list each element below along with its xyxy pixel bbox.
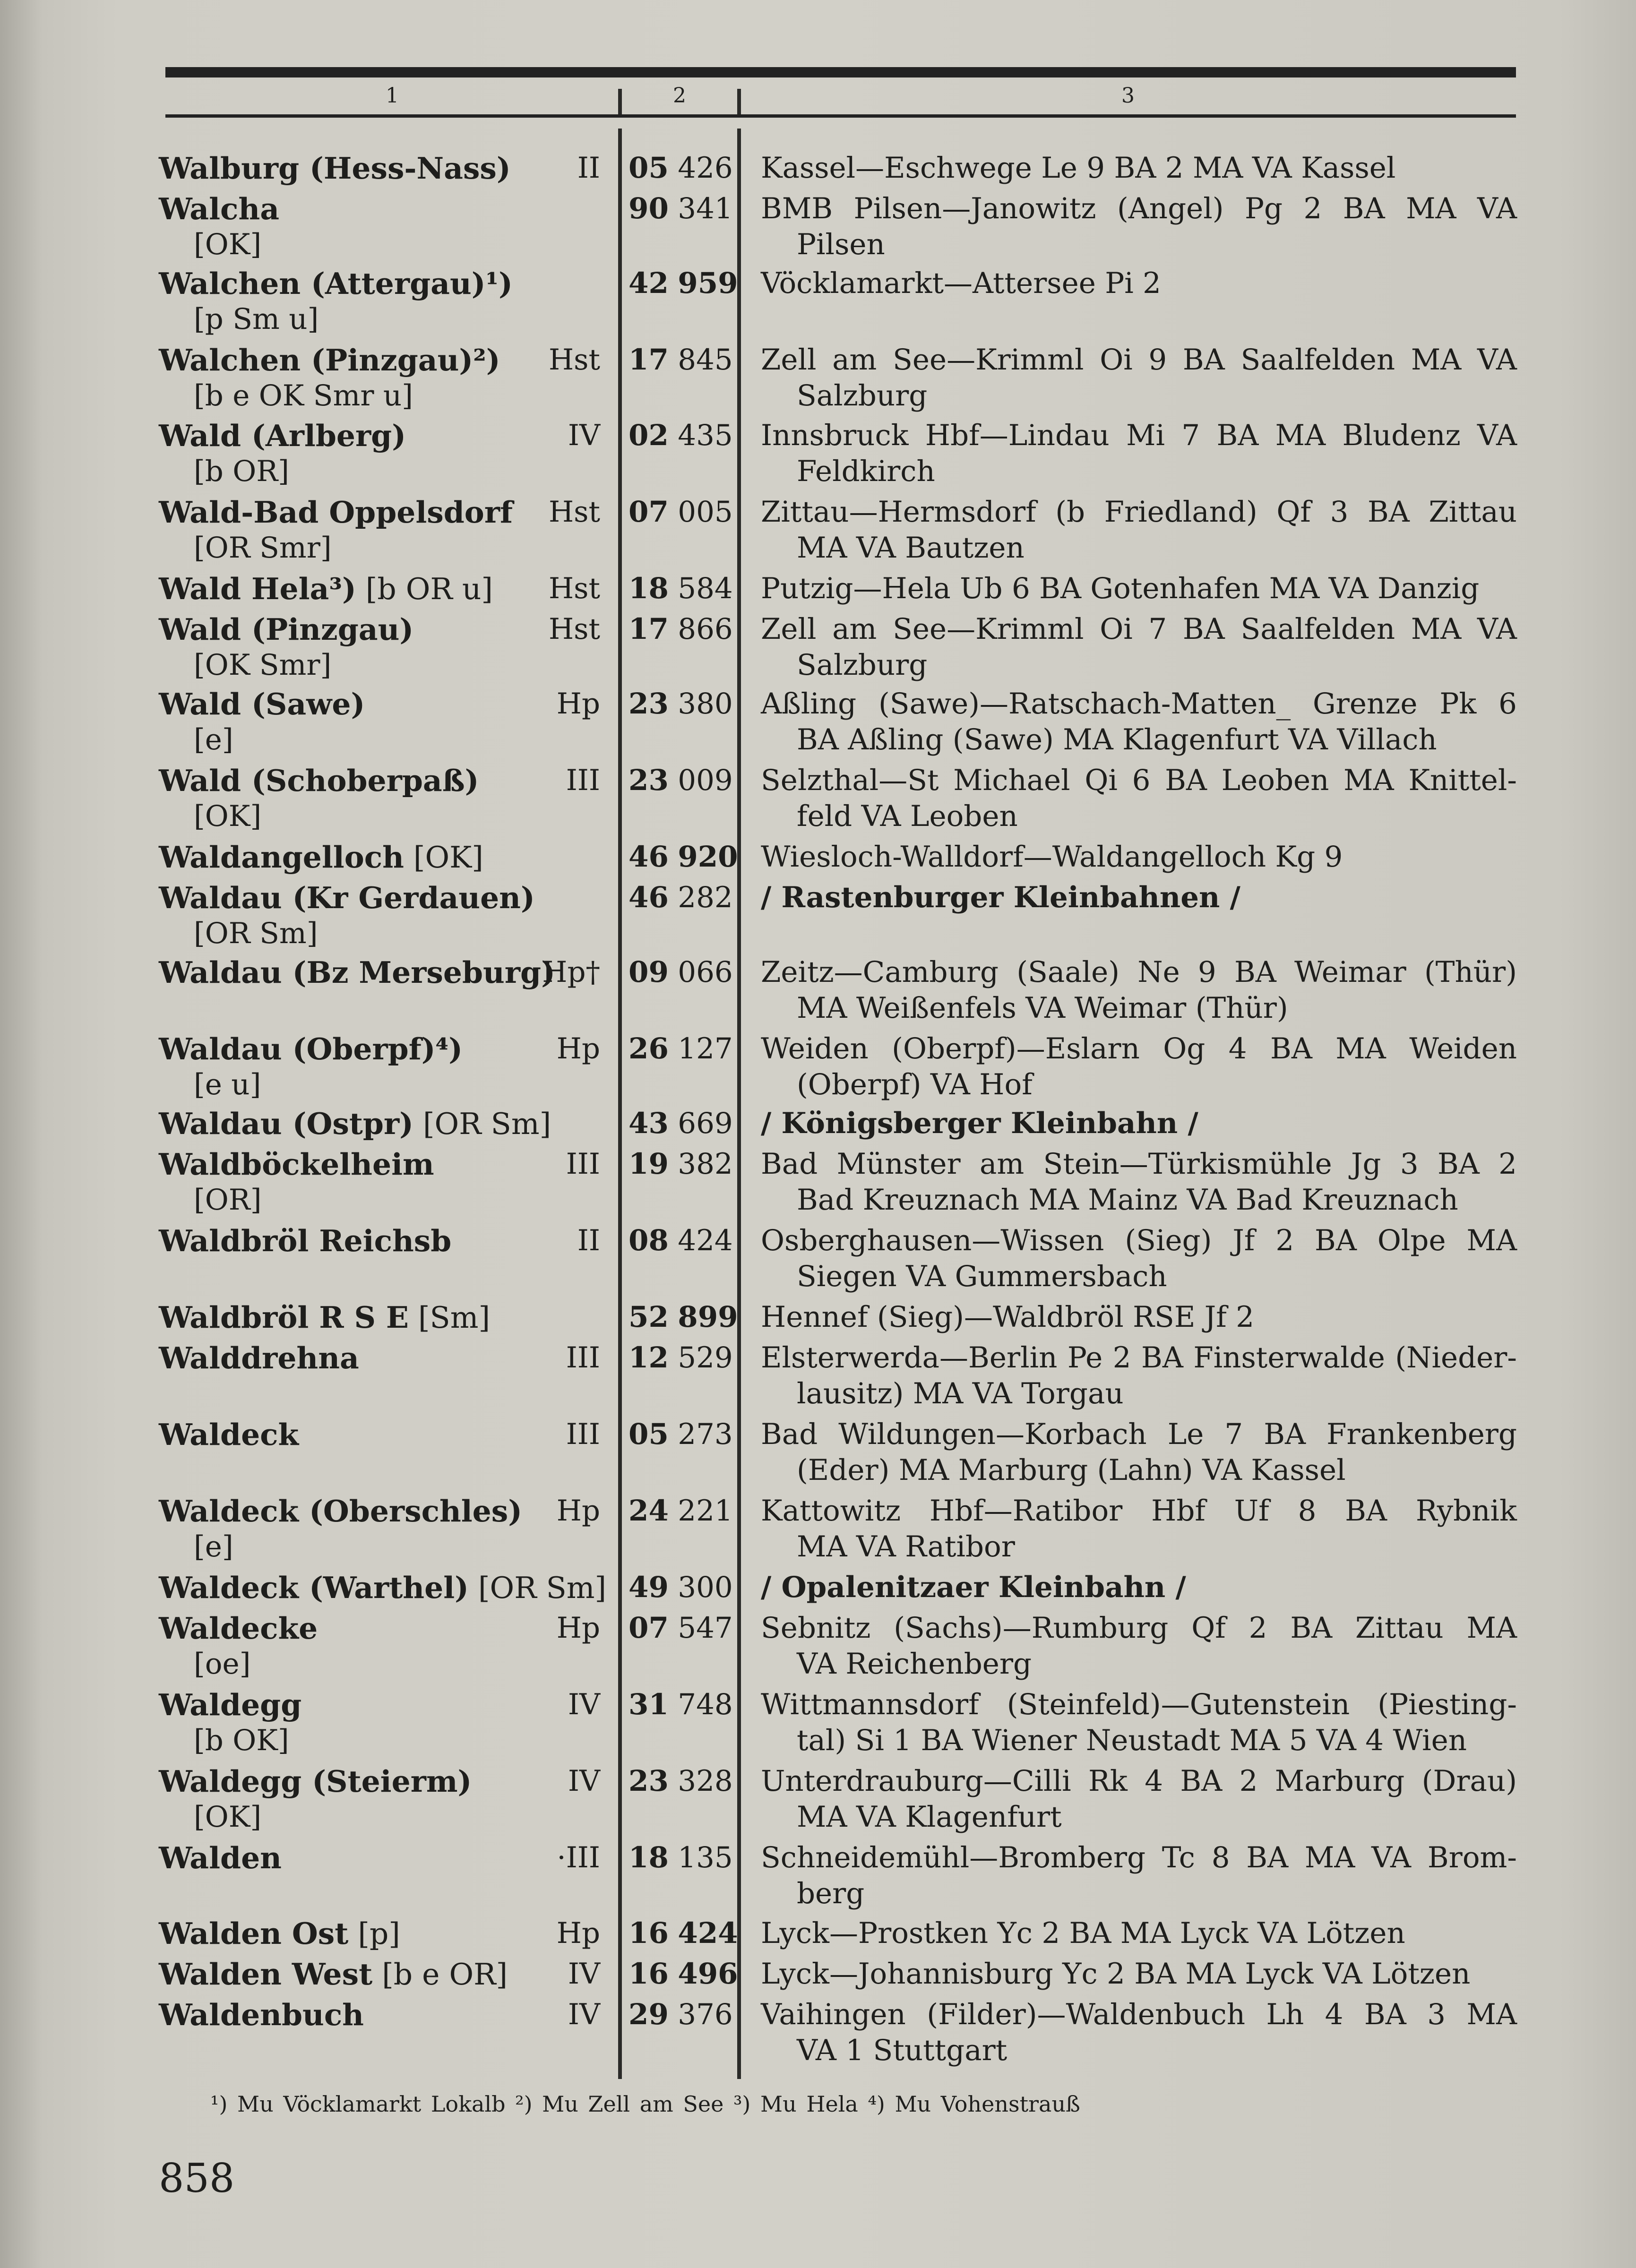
station-name-text: Waldau (Bz Merseburg) [159, 955, 555, 990]
station-code-prefix: 16 [629, 1957, 669, 1991]
route-line-1: / Rastenburger Kleinbahnen / [761, 881, 1240, 914]
station-code-number: 005 [678, 495, 733, 529]
route-info [761, 1610, 1517, 1682]
station-class: Hp [556, 687, 600, 721]
station-code [629, 763, 733, 799]
station-code-prefix: 07 [629, 1611, 669, 1645]
footnotes: ¹) Mu Vöcklamarkt Lokalb ²) Mu Zell am See ³) Mu Hela ⁴) Mu Vohenstrauß [210, 2091, 1080, 2117]
route-line-1: Unterdrauburg—Cilli Rk 4 BA 2 Marburg (Drau) [761, 1764, 1517, 1798]
station-class: Hst [548, 343, 600, 377]
station-code [629, 611, 733, 647]
header-divider-1 [618, 89, 622, 115]
station-class: II [577, 151, 600, 185]
station-class: III [566, 1341, 600, 1375]
station-class: III [566, 1418, 600, 1451]
station-code-prefix: 08 [629, 1224, 669, 1257]
route-line-1: Kassel—Eschwege Le 9 BA 2 MA VA Kassel [761, 151, 1396, 185]
column-header-2: 2 [673, 84, 686, 108]
station-name-text: Waldangelloch [159, 840, 404, 875]
column-divider-1 [618, 129, 622, 2079]
station-code [629, 150, 733, 186]
station-code-number: 748 [678, 1688, 733, 1721]
route-info [761, 686, 1517, 758]
route-line-2: VA 1 Stuttgart [797, 2034, 1007, 2067]
route-line-2: tal) Si 1 BA Wiener Neustadt MA 5 VA 4 Wien [797, 1724, 1467, 1757]
station-name-text: Walden [159, 1840, 282, 1875]
route-line-1: Sebnitz (Sachs)—Rumburg Qf 2 BA Zittau MA [761, 1611, 1517, 1645]
station-note: [b OR] [194, 455, 289, 488]
route-info [761, 1146, 1517, 1218]
station-annotation: [OK] [404, 840, 483, 875]
station-note: [OR Smr] [194, 531, 332, 565]
column-header-3: 3 [1121, 84, 1135, 108]
route-line-2: (Oberpf) VA Hof [797, 1068, 1033, 1101]
station-name-text: Waldenbuch [159, 1997, 364, 2032]
route-line-2: MA VA Bautzen [797, 531, 1025, 565]
route-line-1: Wittmannsdorf (Steinfeld)—Gutenstein (Piesting- [761, 1688, 1517, 1721]
station-code-number: 920 [678, 840, 738, 874]
station-code [629, 1417, 733, 1452]
station-code-prefix: 49 [629, 1571, 669, 1604]
station-class: II [577, 1224, 600, 1257]
route-info [761, 571, 1517, 607]
station-class: IV [568, 1998, 600, 2031]
station-name [159, 1106, 603, 1142]
station-class: Hst [548, 572, 600, 605]
station-note: [e] [194, 723, 233, 756]
station-name-text: Walcha [159, 191, 280, 226]
station-code-prefix: 05 [629, 151, 669, 185]
route-info [761, 1570, 1517, 1606]
station-code [629, 839, 738, 875]
station-name-text: Waldbröl R S E [159, 1300, 409, 1335]
route-line-2: MA VA Klagenfurt [797, 1800, 1062, 1834]
station-code-number: 328 [678, 1764, 733, 1798]
station-class: Hp [556, 1611, 600, 1645]
station-class: III [566, 1147, 600, 1181]
route-line-1: Aßling (Sawe)—Ratschach-Matten_ Grenze Pk 6 [761, 687, 1517, 721]
station-name-text: Walden Ost [159, 1916, 349, 1951]
station-class: III [566, 764, 600, 797]
route-info [761, 611, 1517, 683]
station-name-text: Waldböckelheim [159, 1147, 434, 1182]
station-code [629, 1956, 738, 1992]
station-code [629, 1106, 733, 1142]
route-info [761, 191, 1517, 263]
station-note: [e] [194, 1530, 233, 1564]
station-code [629, 1916, 738, 1951]
route-line-1: Zittau—Hermsdorf (b Friedland) Qf 3 BA Zittau [761, 495, 1517, 529]
station-name-text: Wald-Bad Oppelsdorf [159, 495, 513, 530]
route-line-1: Selzthal—St Michael Qi 6 BA Leoben MA Knittel- [761, 764, 1517, 797]
station-code-prefix: 46 [629, 840, 669, 874]
station-code-prefix: 18 [629, 1841, 669, 1874]
station-code-prefix: 52 [629, 1300, 669, 1334]
route-line-1: Weiden (Oberpf)—Eslarn Og 4 BA MA Weiden [761, 1032, 1517, 1065]
route-info [761, 1223, 1517, 1295]
station-name-text: Waldbröl Reichsb [159, 1223, 452, 1258]
route-line-1: Elsterwerda—Berlin Pe 2 BA Finsterwalde (Nieder- [761, 1341, 1517, 1375]
station-note: [b e OK Smr u] [194, 379, 413, 412]
route-line-1: Osberghausen—Wissen (Sieg) Jf 2 BA Olpe MA [761, 1224, 1517, 1257]
station-code-prefix: 90 [629, 192, 669, 225]
station-name [159, 191, 603, 227]
station-note: [OK Smr] [194, 648, 332, 682]
station-name-text: Waldeck (Oberschles) [159, 1494, 523, 1529]
route-info [761, 1956, 1517, 1992]
route-line-2: Siegen VA Gummersbach [797, 1260, 1167, 1293]
route-line-2: (Eder) MA Marburg (Lahn) VA Kassel [797, 1453, 1346, 1487]
route-line-1: Hennef (Sieg)—Waldbröl RSE Jf 2 [761, 1300, 1254, 1334]
station-code-prefix: 09 [629, 955, 669, 989]
station-name [159, 266, 603, 301]
station-code-number: 866 [678, 612, 733, 646]
station-note: [OR Sm] [194, 917, 318, 950]
route-line-1: / Opalenitzaer Kleinbahn / [761, 1571, 1186, 1604]
station-annotation: [OR Sm] [468, 1571, 607, 1605]
route-line-2: VA Reichenberg [797, 1647, 1032, 1681]
route-info [761, 1493, 1517, 1565]
station-code-prefix: 29 [629, 1998, 669, 2031]
station-code-number: 584 [678, 572, 733, 605]
station-code-prefix: 02 [629, 419, 669, 452]
station-code-prefix: 23 [629, 764, 669, 797]
station-code-prefix: 46 [629, 881, 669, 914]
station-name-text: Walden West [159, 1957, 373, 1992]
route-line-2: feld VA Leoben [797, 799, 1018, 833]
route-line-1: Wiesloch-Walldorf—Waldangelloch Kg 9 [761, 840, 1343, 874]
station-code-number: 382 [678, 1147, 733, 1181]
route-line-1: BMB Pilsen—Janowitz (Angel) Pg 2 BA MA VA [761, 192, 1517, 225]
station-name-text: Wald (Sawe) [159, 687, 365, 722]
station-code-number: 424 [678, 1916, 738, 1950]
station-code [629, 266, 738, 301]
route-line-2: Bad Kreuznach MA Mainz VA Bad Kreuznach [797, 1183, 1458, 1217]
station-code-number: 529 [678, 1341, 733, 1375]
route-line-1: Zeitz—Camburg (Saale) Ne 9 BA Weimar (Thür) [761, 955, 1517, 989]
route-info [761, 1916, 1517, 1951]
route-line-1: Vöcklamarkt—Attersee Pi 2 [761, 266, 1161, 300]
route-info [761, 1106, 1517, 1142]
station-code [629, 1997, 733, 2033]
station-code-prefix: 26 [629, 1032, 669, 1065]
station-code [629, 494, 733, 530]
station-code-number: 380 [678, 687, 733, 721]
station-note: [OK] [194, 228, 262, 261]
route-line-1: Bad Wildungen—Korbach Le 7 BA Frankenberg [761, 1418, 1517, 1451]
header-rule [165, 114, 1516, 118]
route-info [761, 494, 1517, 566]
route-info [761, 418, 1517, 490]
station-class: Hst [548, 495, 600, 529]
station-code [629, 1840, 733, 1876]
station-name-text: Waldeck [159, 1417, 299, 1452]
route-info [761, 1763, 1517, 1835]
route-info [761, 954, 1517, 1026]
station-code-number: 845 [678, 343, 733, 377]
station-name-text: Walchen (Attergau)¹) [159, 266, 513, 301]
station-code-number: 221 [678, 1494, 733, 1528]
route-line-2: Feldkirch [797, 455, 935, 488]
station-code [629, 1687, 733, 1723]
route-line-1: Schneidemühl—Bromberg Tc 8 BA MA VA Brom- [761, 1841, 1517, 1874]
station-code [629, 191, 733, 227]
station-name-text: Waldegg (Steierm) [159, 1764, 472, 1799]
route-info [761, 1340, 1517, 1412]
station-note: [OK] [194, 799, 262, 833]
station-code [629, 1340, 733, 1376]
station-class: IV [568, 1764, 600, 1798]
station-note: [e u] [194, 1068, 261, 1101]
route-line-1: Putzig—Hela Ub 6 BA Gotenhafen MA VA Danzig [761, 572, 1480, 605]
route-line-1: Zell am See—Krimml Oi 9 BA Saalfelden MA VA [761, 343, 1517, 377]
station-code-prefix: 31 [629, 1688, 669, 1721]
station-code-prefix: 17 [629, 343, 669, 377]
station-annotation: [OR Sm] [413, 1107, 551, 1141]
station-class: IV [568, 419, 600, 452]
station-annotation: [b e OR] [372, 1957, 508, 1992]
station-code [629, 1763, 733, 1799]
station-code-number: 273 [678, 1418, 733, 1451]
station-name [159, 1299, 603, 1336]
route-info [761, 839, 1517, 875]
station-class: ·III [557, 1841, 600, 1874]
page-number: 858 [159, 2155, 235, 2201]
station-name-text: Waldau (Oberpf)⁴) [159, 1031, 463, 1066]
station-code-prefix: 43 [629, 1107, 669, 1140]
station-annotation: [p] [348, 1916, 400, 1951]
station-note: [b OK] [194, 1724, 289, 1757]
route-line-2: BA Aßling (Sawe) MA Klagenfurt VA Villach [797, 723, 1437, 756]
column-header-1: 1 [386, 84, 399, 108]
route-line-1: Vaihingen (Filder)—Waldenbuch Lh 4 BA 3 MA [761, 1998, 1517, 2031]
route-info [761, 266, 1517, 301]
top-rule [165, 67, 1516, 77]
station-code-number: 135 [678, 1841, 733, 1874]
station-code-prefix: 17 [629, 612, 669, 646]
route-line-1: Lyck—Johannisburg Yc 2 BA MA Lyck VA Lötzen [761, 1957, 1471, 1991]
route-info [761, 150, 1517, 186]
station-code-number: 376 [678, 1998, 733, 2031]
station-name-text: Waldeck (Warthel) [159, 1570, 469, 1605]
station-code-prefix: 24 [629, 1494, 669, 1528]
station-class: Hp [556, 1032, 600, 1065]
route-line-2: berg [797, 1877, 865, 1910]
station-annotation: [Sm] [408, 1300, 491, 1335]
station-code-number: 426 [678, 151, 733, 185]
station-code-number: 424 [678, 1224, 733, 1257]
station-name [159, 880, 603, 916]
route-line-1: Bad Münster am Stein—Türkismühle Jg 3 BA 2 [761, 1147, 1517, 1181]
route-line-2: lausitz) MA VA Torgau [797, 1377, 1124, 1410]
column-divider-2 [737, 129, 741, 2079]
route-line-2: MA Weißenfels VA Weimar (Thür) [797, 991, 1288, 1025]
route-info [761, 1031, 1517, 1103]
station-code-number: 959 [678, 266, 738, 300]
route-line-2: Salzburg [797, 379, 928, 412]
station-name [159, 839, 603, 876]
station-name-text: Wald (Pinzgau) [159, 612, 414, 647]
route-line-2: Pilsen [797, 228, 885, 261]
station-note: [oe] [194, 1647, 251, 1681]
station-class: Hp† [542, 955, 600, 989]
station-code [629, 1493, 733, 1529]
route-line-1: Zell am See—Krimml Oi 7 BA Saalfelden MA VA [761, 612, 1517, 646]
station-name-text: Wald (Arlberg) [159, 418, 406, 453]
station-code-prefix: 16 [629, 1916, 669, 1950]
station-code [629, 1146, 733, 1182]
route-line-1: Innsbruck Hbf—Lindau Mi 7 BA MA Bludenz VA [761, 419, 1517, 452]
station-name-text: Waldecke [159, 1611, 318, 1646]
station-code-prefix: 07 [629, 495, 669, 529]
station-code-prefix: 23 [629, 1764, 669, 1798]
station-name-text: Walchen (Pinzgau)²) [159, 343, 500, 378]
station-name-text: Wald (Schoberpaß) [159, 763, 479, 798]
station-code [629, 686, 733, 722]
station-code-prefix: 05 [629, 1418, 669, 1451]
station-code-prefix: 23 [629, 687, 669, 721]
station-note: [p Sm u] [194, 302, 319, 336]
station-code [629, 1299, 738, 1335]
station-class: IV [568, 1688, 600, 1721]
station-code-number: 066 [678, 955, 733, 989]
route-info [761, 1687, 1517, 1759]
station-name-text: Waldau (Kr Gerdauen) [159, 880, 535, 915]
station-code-number: 009 [678, 764, 733, 797]
route-info [761, 342, 1517, 414]
station-code-prefix: 19 [629, 1147, 669, 1181]
route-info [761, 1417, 1517, 1488]
station-annotation: [b OR u] [356, 572, 493, 606]
station-code [629, 954, 733, 990]
station-note: [OK] [194, 1800, 262, 1834]
station-code-number: 341 [678, 192, 733, 225]
station-name-text: Wald Hela³) [159, 571, 356, 606]
station-class: Hp [556, 1916, 600, 1950]
station-code-number: 282 [678, 881, 733, 914]
station-code [629, 418, 733, 454]
station-name-text: Waldegg [159, 1687, 302, 1722]
station-code-prefix: 12 [629, 1341, 669, 1375]
route-info [761, 1299, 1517, 1335]
route-line-2: MA VA Ratibor [797, 1530, 1015, 1564]
station-name-text: Walburg (Hess-Nass) [159, 151, 511, 186]
station-note: [OR] [194, 1183, 262, 1217]
route-line-1: Lyck—Prostken Yc 2 BA MA Lyck VA Lötzen [761, 1916, 1405, 1950]
station-class: IV [568, 1957, 600, 1991]
station-code-number: 547 [678, 1611, 733, 1645]
station-code [629, 1223, 733, 1259]
station-code [629, 571, 733, 607]
station-class: Hst [548, 612, 600, 646]
station-code [629, 342, 733, 378]
header-divider-2 [737, 89, 741, 115]
route-line-2: Salzburg [797, 648, 928, 682]
route-info [761, 1997, 1517, 2069]
station-code [629, 1031, 733, 1067]
station-code-number: 899 [678, 1300, 738, 1334]
station-name-text: Walddrehna [159, 1340, 359, 1375]
station-class: Hp [556, 1494, 600, 1528]
route-info [761, 763, 1517, 834]
route-info [761, 1840, 1517, 1912]
station-code [629, 1570, 733, 1606]
station-code-number: 300 [678, 1571, 733, 1604]
station-code [629, 1610, 733, 1646]
station-name-text: Waldau (Ostpr) [159, 1106, 413, 1141]
station-name [159, 1570, 607, 1606]
station-code-number: 496 [678, 1957, 738, 1991]
station-code-prefix: 18 [629, 572, 669, 605]
station-code-number: 127 [678, 1032, 733, 1065]
station-code-prefix: 42 [629, 266, 669, 300]
station-code-number: 669 [678, 1107, 733, 1140]
route-line-1: / Königsberger Kleinbahn / [761, 1107, 1198, 1140]
route-info [761, 880, 1517, 916]
station-code [629, 880, 733, 916]
route-line-1: Kattowitz Hbf—Ratibor Hbf Uf 8 BA Rybnik [761, 1494, 1517, 1528]
station-code-number: 435 [678, 419, 733, 452]
